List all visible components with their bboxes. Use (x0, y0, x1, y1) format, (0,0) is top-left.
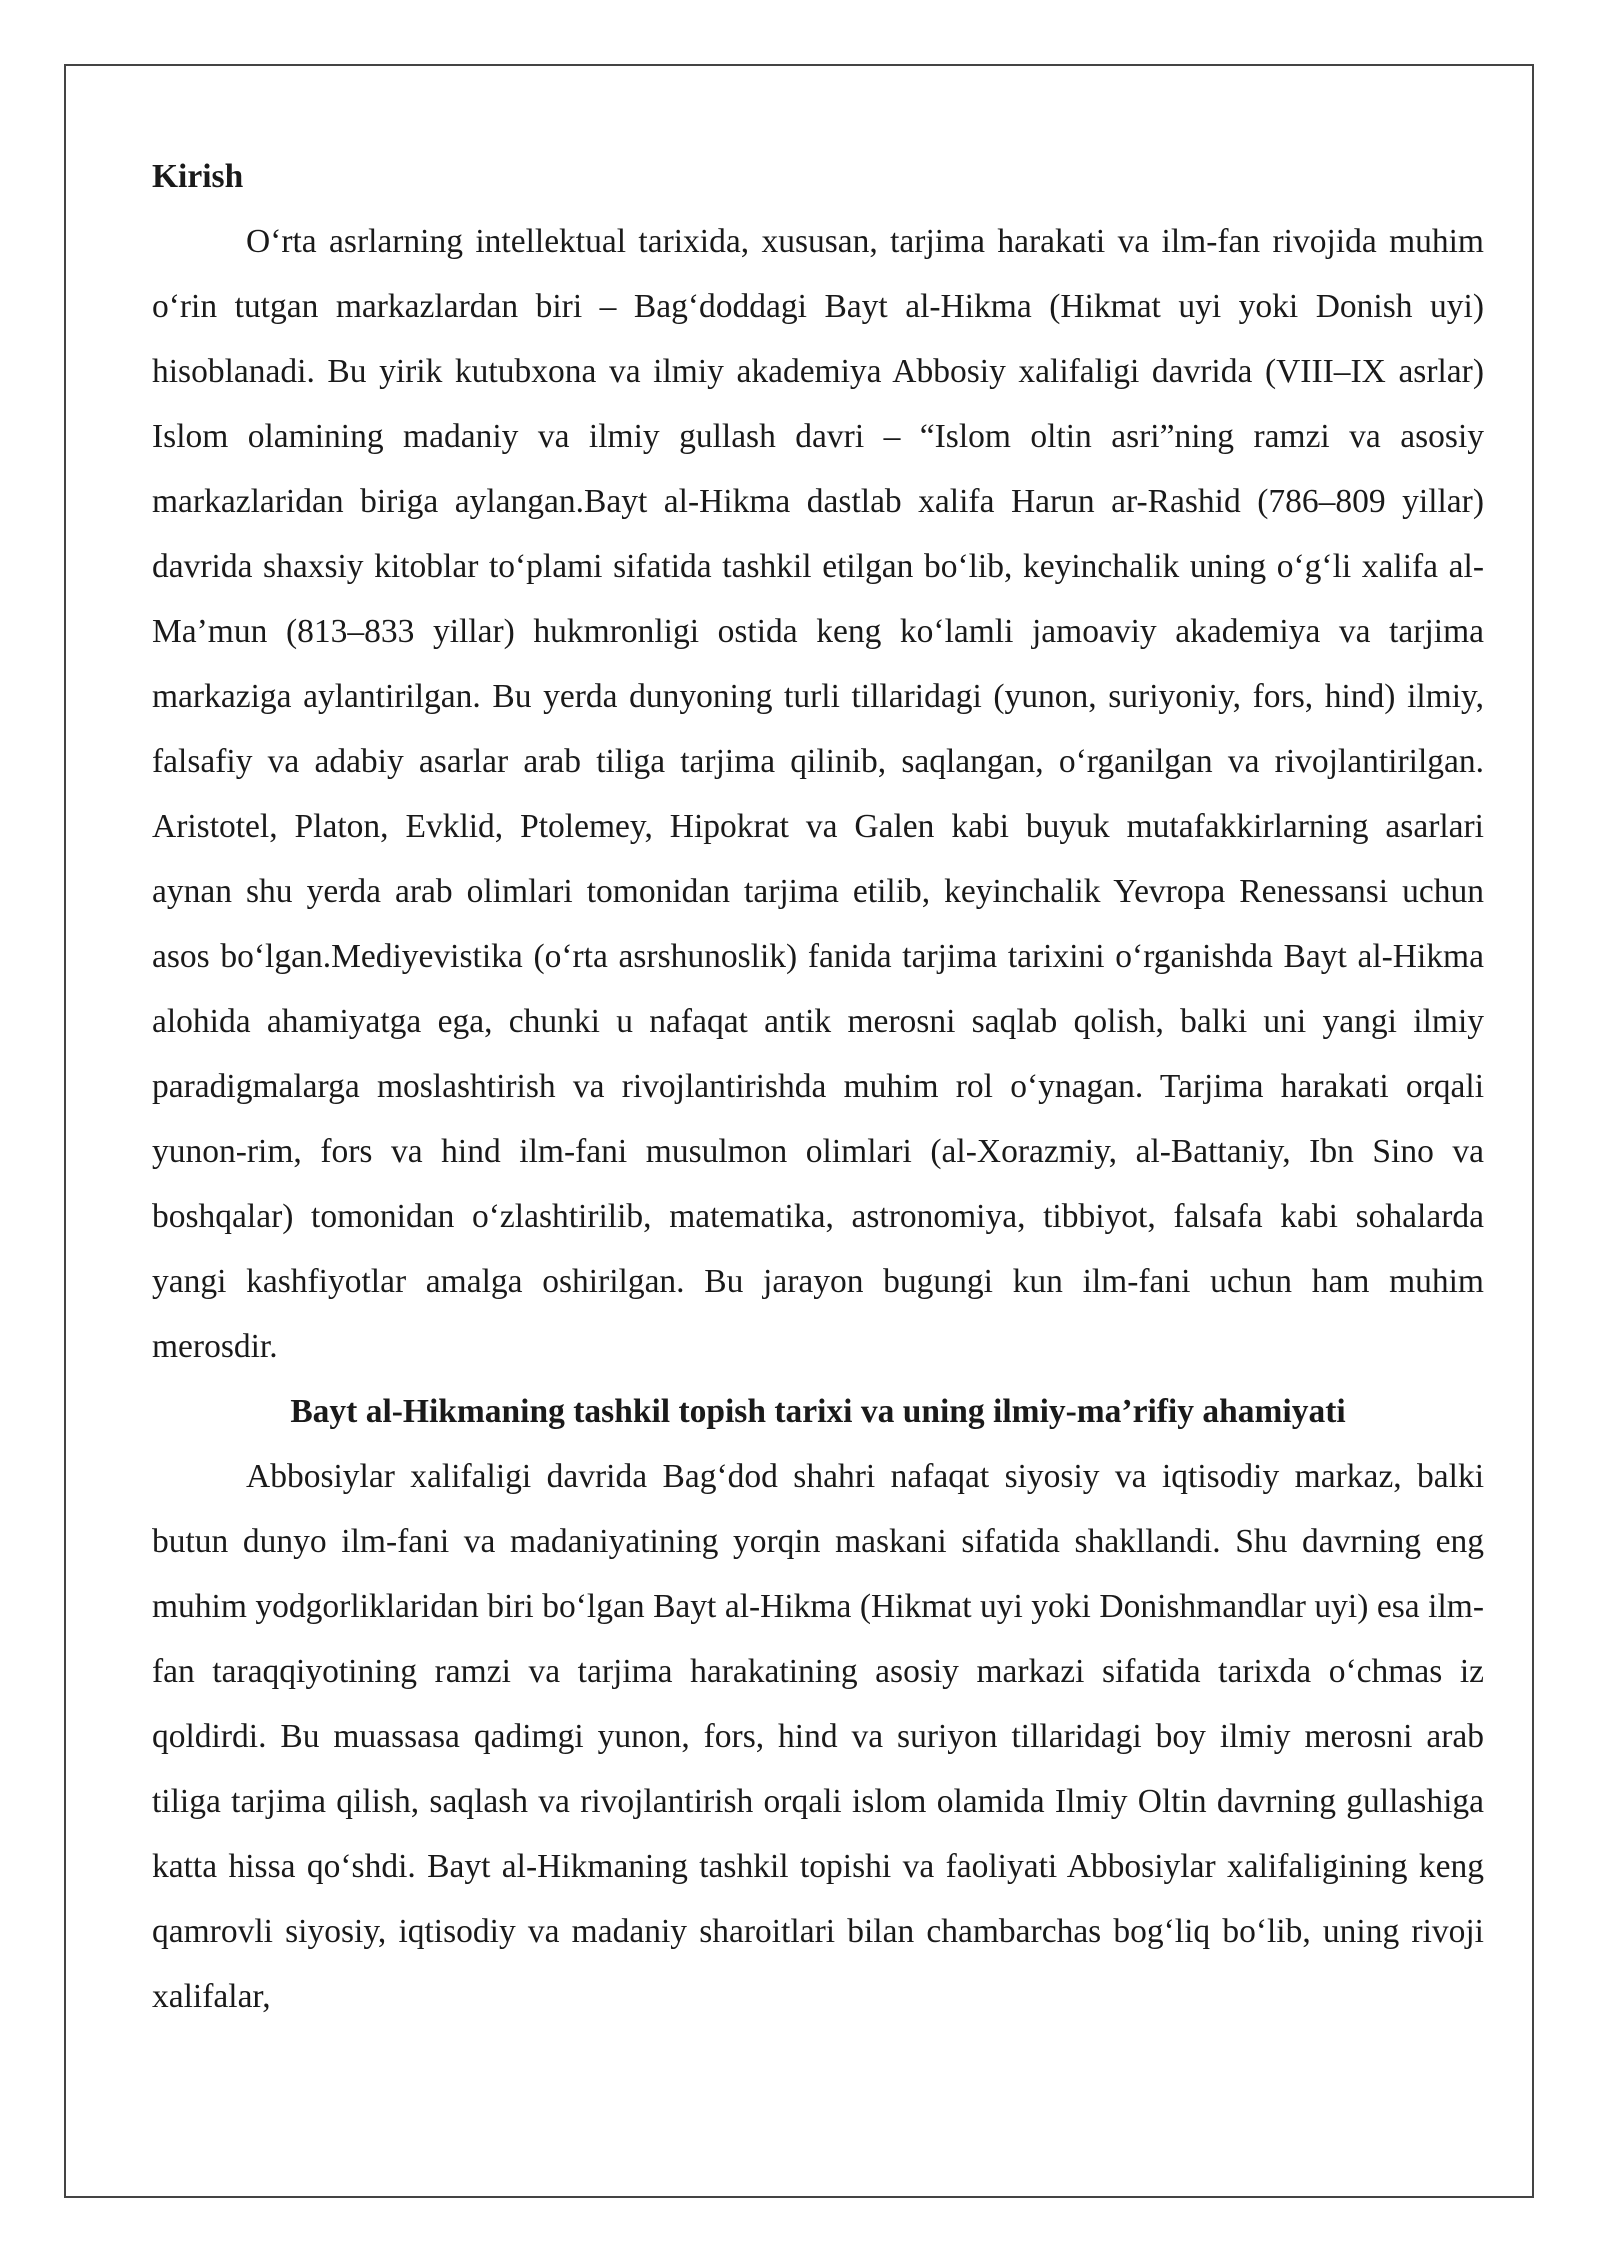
paragraph-intro: O‘rta asrlarning intellektual tarixida, xususan, tarjima harakati va ilm-fan rivojida muhim o‘rin tutgan markazlardan biri – Bag‘doddagi Bayt al-Hikma (Hikmat uyi yoki Donish uyi) hisoblanadi. Bu yirik kutubxona va ilmiy akademiya Abbosiy xalifaligi davrida (VIII–IX asrlar) Islom olamining madaniy va ilmiy gullash davri – “Islom oltin asri”ning ramzi va asosiy markazlaridan biriga aylangan.Bayt al-Hikma dastlab xalifa Harun ar-Rashid (786–809 yillar) davrida shaxsiy kitoblar to‘plami sifatida tashkil etilgan bo‘lib, keyinchalik uning o‘g‘li xalifa al-Ma’mun (813–833 yillar) hukmronligi ostida keng ko‘lamli jamoaviy akademiya va tarjima markaziga aylantirilgan. Bu yerda dunyoning turli tillaridagi (yunon, suriyoniy, fors, hind) ilmiy, falsafiy va adabiy asarlar arab tiliga tarjima qilinib, saqlangan, o‘rganilgan va rivojlantirilgan. Aristotel, Platon, Evklid, Ptolemey, Hipokrat va Galen kabi buyuk mutafakkirlarning asarlari aynan shu yerda arab olimlari tomonidan tarjima etilib, keyinchalik Yevropa Renessansi uchun asos bo‘lgan.Mediyevistika (o‘rta asrshunoslik) fanida tarjima tarixini o‘rganishda Bayt al-Hikma alohida ahamiyatga ega, chunki u nafaqat antik merosni saqlab qolish, balki uni yangi ilmiy paradigmalarga moslashtirish va rivojlantirishda muhim rol o‘ynagan. Tarjima harakati orqali yunon-rim, fors va hind ilm-fani musulmon olimlari (al-Xorazmiy, al-Battaniy, Ibn Sino va boshqalar) tomonidan o‘zlashtirilib, matematika, astronomiya, tibbiyot, falsafa kabi sohalarda yangi kashfiyotlar amalga oshirilgan. Bu jarayon bugungi kun ilm-fani uchun ham muhim merosdir. (152, 223, 1484, 1365)
paragraph-history: Abbosiylar xalifaligi davrida Bag‘dod shahri nafaqat siyosiy va iqtisodiy markaz, balki butun dunyo ilm-fani va madaniyatining yorqin maskani sifatida shakllandi. Shu davrning eng muhim yodgorliklaridan biri bo‘lgan Bayt al-Hikma (Hikmat uyi yoki Donishmandlar uyi) esa ilm-fan taraqqiyotining ramzi va tarjima harakatining asosiy markazi sifatida tarixda o‘chmas iz qoldirdi. Bu muassasa qadimgi yunon, fors, hind va suriyon tillaridagi boy ilmiy merosni arab tiliga tarjima qilish, saqlash va rivojlantirish orqali islom olamida Ilmiy Oltin davrning gullashiga katta hissa qo‘shdi. Bayt al-Hikmaning tashkil topishi va faoliyati Abbosiylar xalifaligining keng qamrovli siyosiy, iqtisodiy va madaniy sharoitlari bilan chambarchas bog‘liq bo‘lib, uning rivoji xalifalar, (152, 1458, 1484, 2015)
document-body (152, 144, 1484, 2029)
section-heading-kirish: Kirish (152, 158, 244, 195)
section-heading-history: Bayt al-Hikmaning tashkil topish tarixi va uning ilmiy-ma’rifiy ahamiyati (290, 1393, 1346, 1430)
